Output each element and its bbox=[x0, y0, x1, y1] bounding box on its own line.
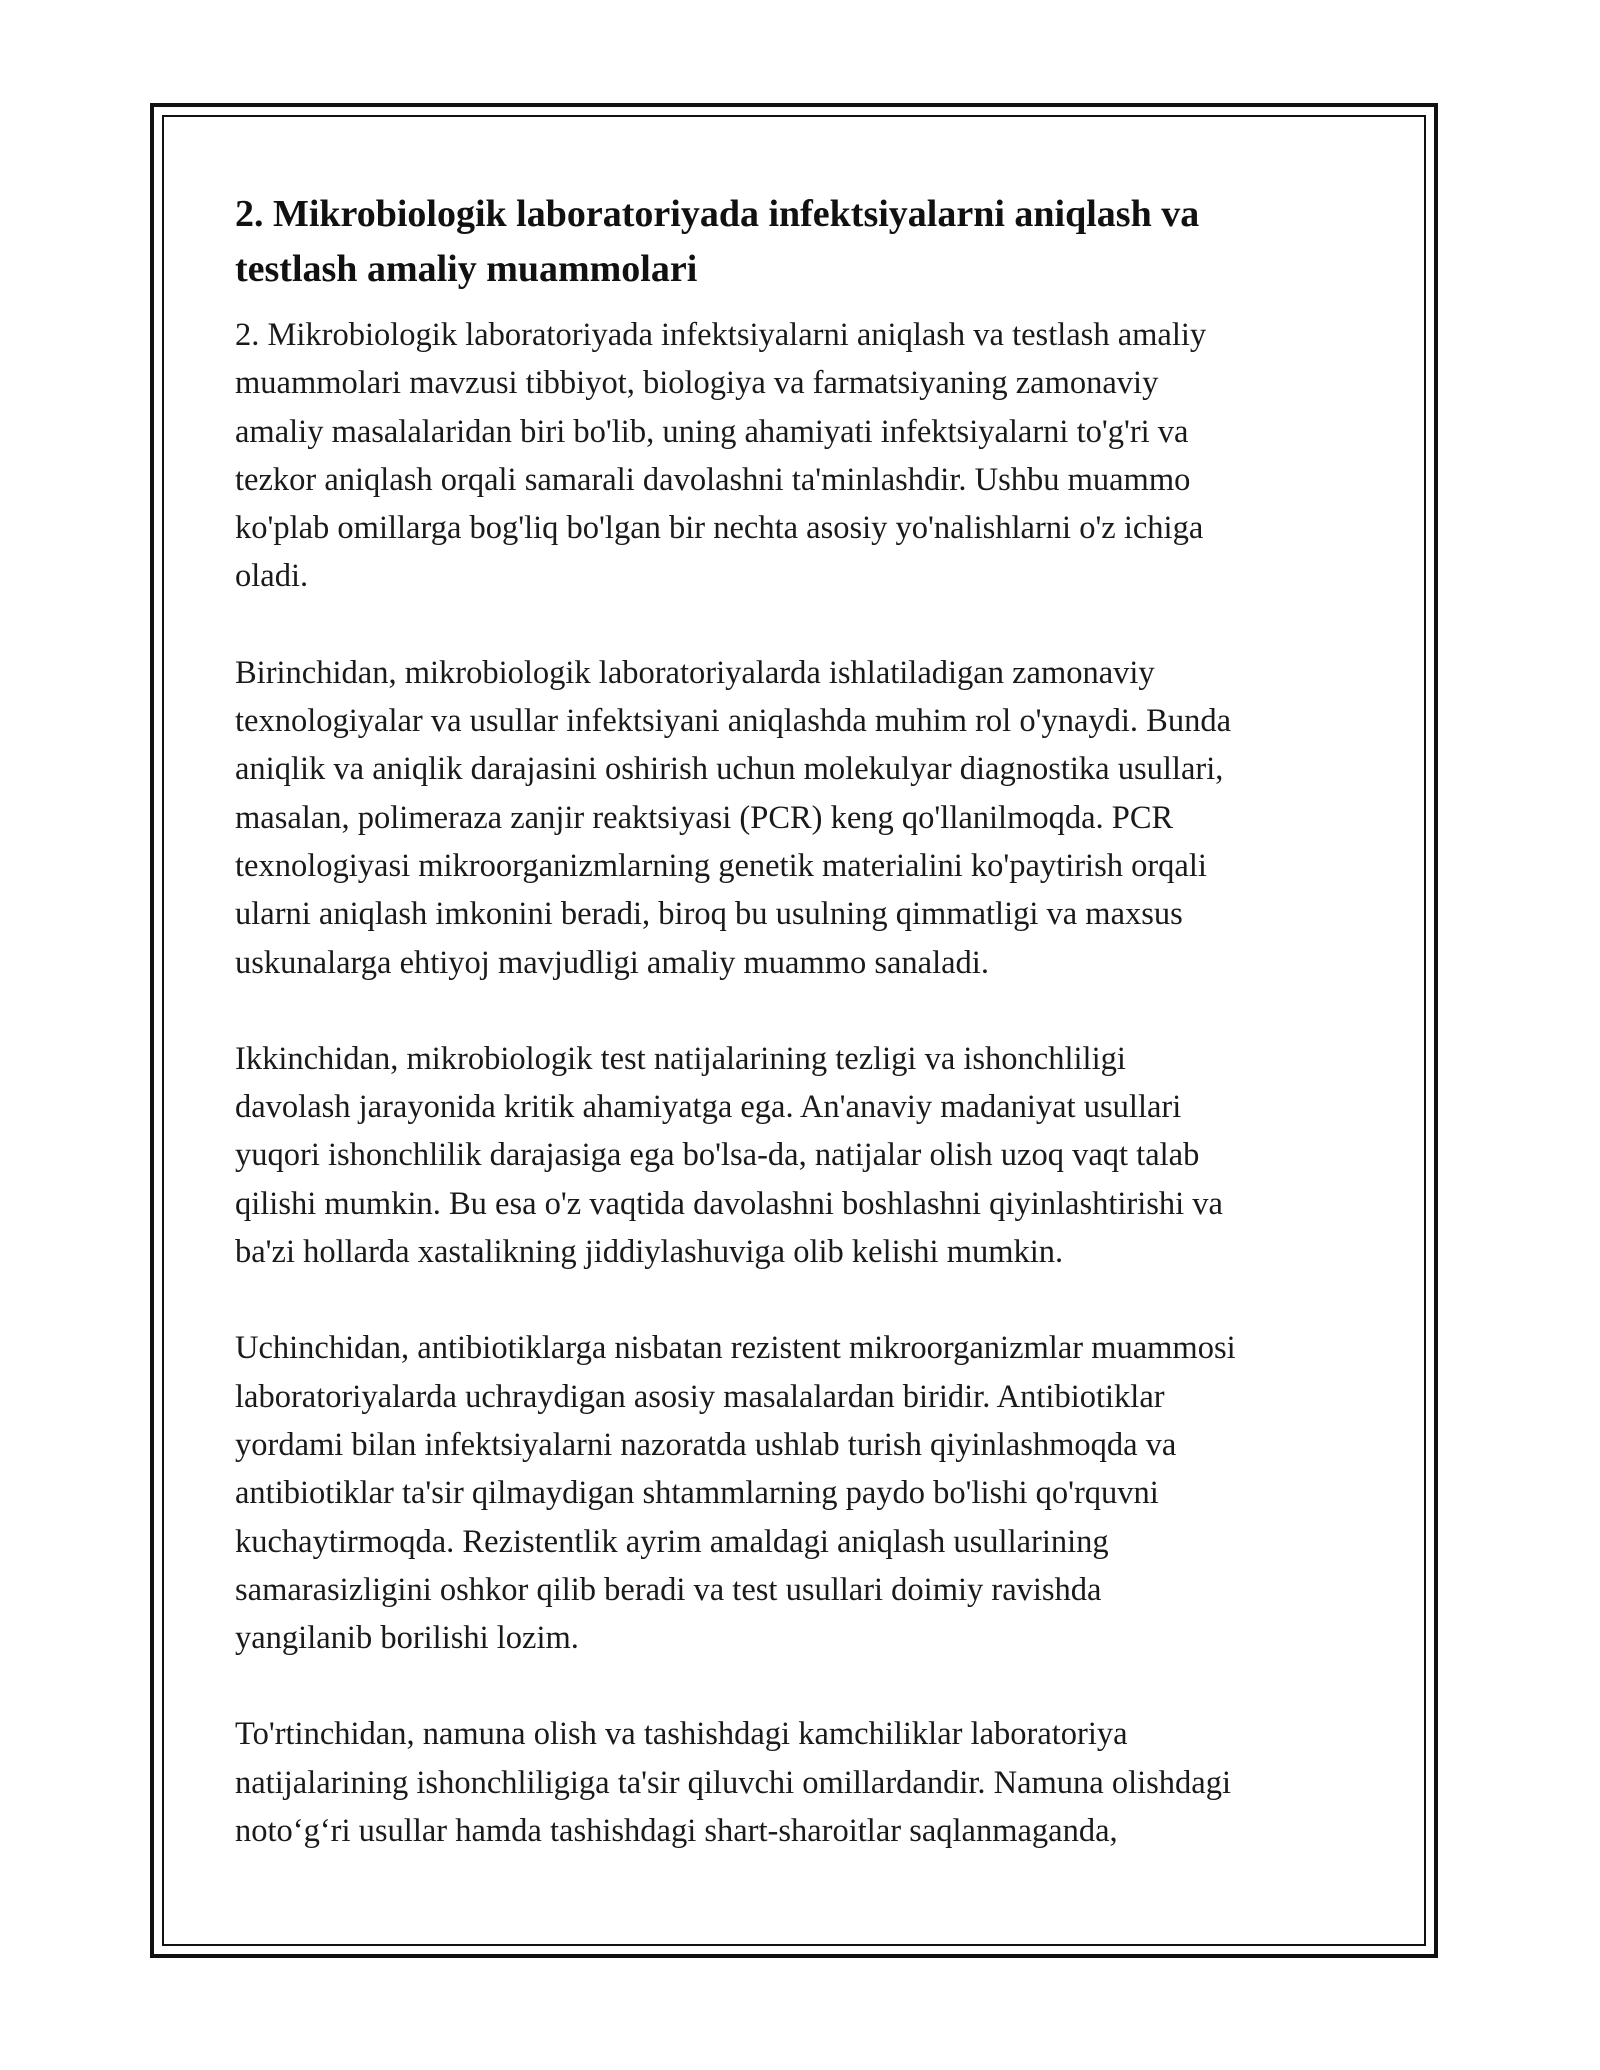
text-line: qilishi mumkin. Bu esa o'z vaqtida davolashni boshlashni qiyinlashtirishi va bbox=[235, 1185, 1223, 1222]
text-line: amaliy masalalaridan biri bo'lib, uning ahamiyati infektsiyalarni to'g'ri va bbox=[235, 413, 1189, 450]
text-line: texnologiyalar va usullar infektsiyani aniqlashda muhim rol o'ynaydi. Bunda bbox=[235, 703, 1231, 740]
text-line: davolash jarayonida kritik ahamiyatga ega. An'anaviy madaniyat usullari bbox=[235, 1089, 1182, 1126]
text-line: uskunalarga ehtiyoj mavjudligi amaliy muammo sanaladi. bbox=[235, 944, 989, 981]
text-line: texnologiyasi mikroorganizmlarning genetik materialini ko'paytirish orqali bbox=[235, 847, 1207, 884]
text-line: yuqori ishonchlilik darajasiga ega bo'lsa-da, natijalar olish uzoq vaqt talab bbox=[235, 1137, 1200, 1174]
text-line: muammolari mavzusi tibbiyot, biologiya va farmatsiyaning zamonaviy bbox=[235, 365, 1159, 402]
paragraph-intro bbox=[235, 311, 1370, 601]
text-line: Birinchidan, mikrobiologik laboratoriyalarda ishlatiladigan zamonaviy bbox=[235, 654, 1155, 691]
text-line: Uchinchidan, antibiotiklarga nisbatan rezistent mikroorganizmlar muammosi bbox=[235, 1330, 1236, 1367]
text-line: masalan, polimeraza zanjir reaktsiyasi (PCR) keng qo'llanilmoqda. PCR bbox=[235, 799, 1174, 836]
text-line: kuchaytirmoqda. Rezistentlik ayrim amaldagi aniqlash usullarining bbox=[235, 1523, 1109, 1560]
text-line: ularni aniqlash imkonini beradi, biroq bu usulning qimmatligi va maxsus bbox=[235, 896, 1183, 933]
text-line: natijalarining ishonchliligiga ta'sir qiluvchi omillardandir. Namuna olishdagi bbox=[235, 1764, 1232, 1801]
paragraph-third bbox=[235, 1324, 1370, 1662]
text-line: tezkor aniqlash orqali samarali davolashni ta'minlashdir. Ushbu muammo bbox=[235, 461, 1191, 498]
text-line: laboratoriyalarda uchraydigan asosiy masalalardan biridir. Antibiotiklar bbox=[235, 1378, 1165, 1415]
document-title bbox=[235, 187, 1370, 297]
text-line: 2. Mikrobiologik laboratoriyada infektsiyalarni aniqlash va testlash amaliy bbox=[235, 317, 1207, 353]
text-line: aniqlik va aniqlik darajasini oshirish uchun molekulyar diagnostika usullari, bbox=[235, 751, 1224, 788]
paragraph-first bbox=[235, 649, 1370, 987]
text-line: oladi. bbox=[235, 558, 309, 595]
title-line: testlash amaliy muammolari bbox=[235, 248, 698, 290]
paragraph-second bbox=[235, 1035, 1370, 1276]
text-line: ko'plab omillarga bog'liq bo'lgan bir nechta asosiy yo'nalishlarni o'z ichiga bbox=[235, 510, 1204, 547]
text-line: To'rtinchidan, namuna olish va tashishdagi kamchiliklar laboratoriya bbox=[235, 1716, 1128, 1753]
title-line: 2. Mikrobiologik laboratoriyada infektsiyalarni aniqlash va bbox=[235, 193, 1200, 235]
text-line: ba'zi hollarda xastalikning jiddiylashuviga olib kelishi mumkin. bbox=[235, 1234, 1064, 1271]
text-line: Ikkinchidan, mikrobiologik test natijalarining tezligi va ishonchliligi bbox=[235, 1040, 1126, 1077]
text-line: yangilanib borilishi lozim. bbox=[235, 1620, 579, 1657]
text-line: yordami bilan infektsiyalarni nazoratda ushlab turish qiyinlashmoqda va bbox=[235, 1426, 1177, 1463]
document-body bbox=[235, 187, 1370, 1903]
text-line: antibiotiklar ta'sir qilmaydigan shtammlarning paydo bo'lishi qo'rquvni bbox=[235, 1475, 1159, 1512]
text-line: noto‘g‘ri usullar hamda tashishdagi shart-sharoitlar saqlanmaganda, bbox=[235, 1813, 1118, 1850]
text-line: samarasizligini oshkor qilib beradi va test usullari doimiy ravishda bbox=[235, 1571, 1102, 1608]
paragraph-fourth bbox=[235, 1710, 1370, 1855]
